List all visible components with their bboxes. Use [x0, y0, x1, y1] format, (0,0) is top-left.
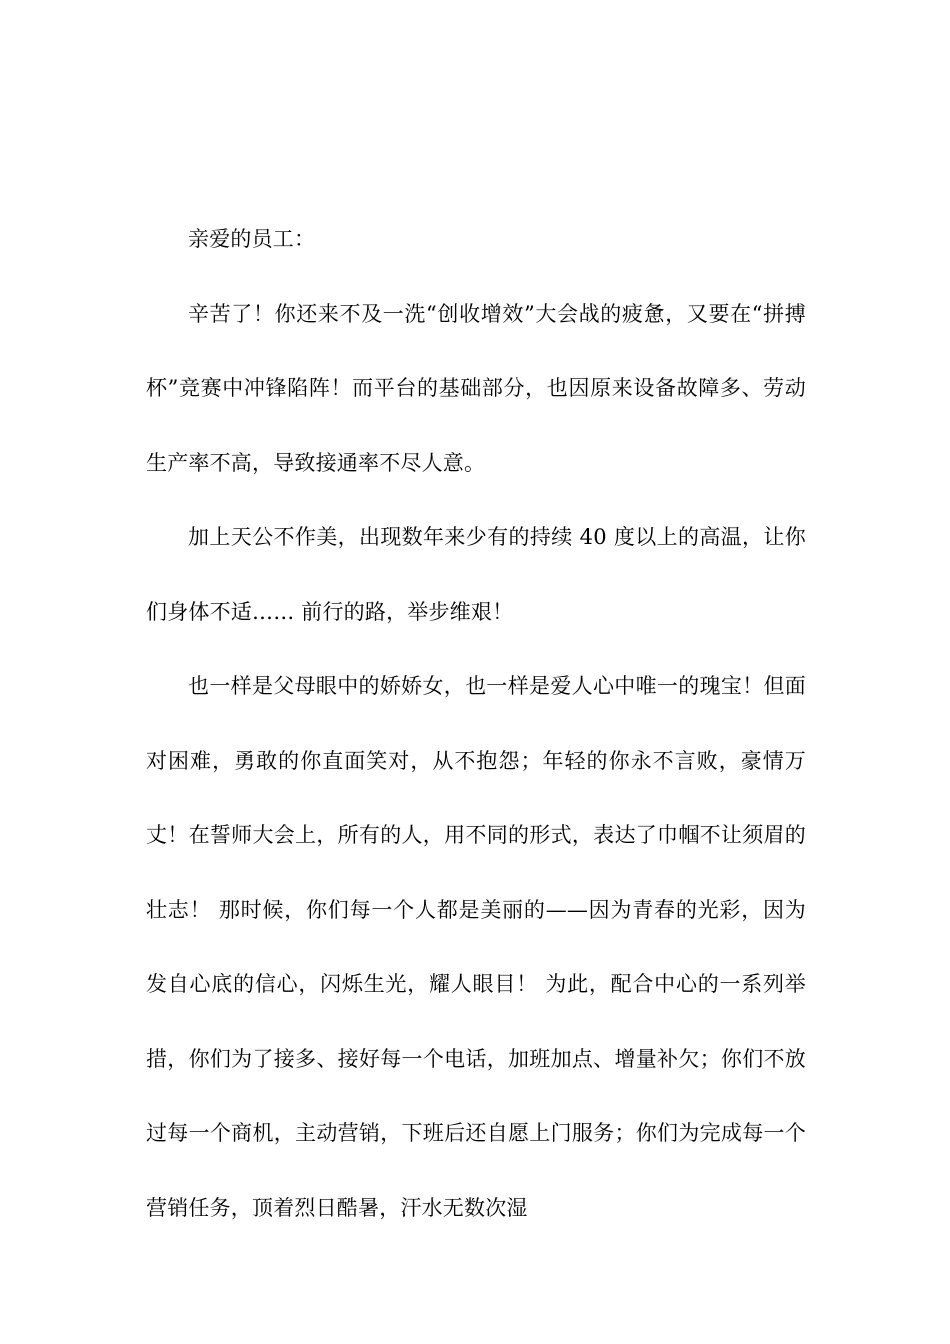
letter-body [146, 202, 806, 1245]
paragraph-3: 也一样是父母眼中的娇娇女，也一样是爱人心中唯一的瑰宝！但面对困难，勇敢的你直面笑对，从不抱怨；年轻的你永不言败，豪情万丈！在誓师大会上，所有的人，用不同的形式，表达了巾帼不让须眉的壮志！ 那时候，你们每一个人都是美丽的——因为青春的光彩，因为发自心底的信心，闪烁生光，耀人眼目！ 为此，配合中心的一系列举措，你们为了接多、接好每一个电话，加班加点、增量补欠；你们不放过每一个商机，主动营销，下班后还自愿上门服务；你们为完成每一个营销任务，顶着烈日酷暑，汗水无数次湿 [146, 674, 806, 1220]
salutation: 亲爱的员工： [188, 227, 316, 251]
paragraph-2: 加上天公不作美，出现数年来少有的持续 40 度以上的高温，让你们身体不适…… 前行的路，举步维艰！ [146, 525, 806, 624]
paragraph-1: 辛苦了！你还来不及一洗“创收增效”大会战的疲惫，又要在“拼搏杯”竞赛中冲锋陷阵！而平台的基础部分，也因原来设备故障多、劳动生产率不高，导致接通率不尽人意。 [146, 301, 806, 475]
